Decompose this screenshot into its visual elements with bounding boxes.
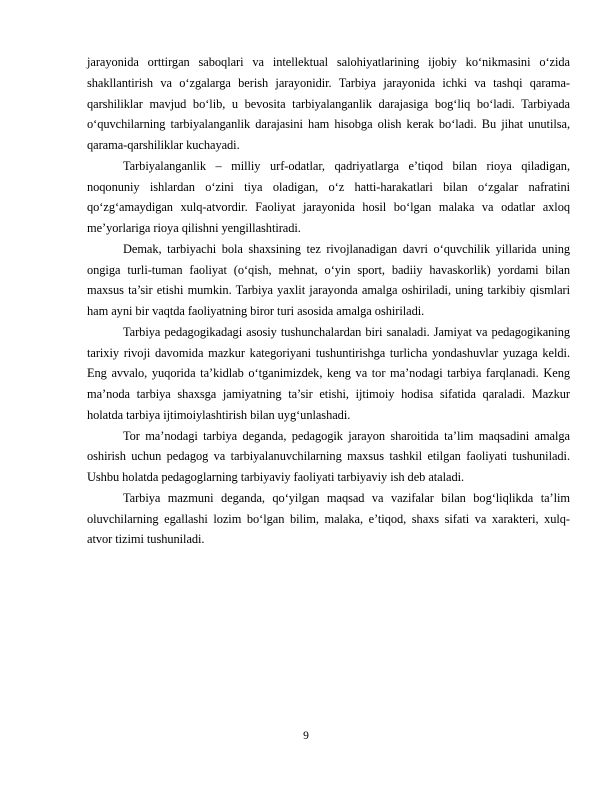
paragraph-tarbiyalanganlik-definition: Tarbiyalanganlik – milliy urf-odatlar, qadriyatlarga e’tiqod bilan rioya qiladigan, noqonuniy ishlardan oʻzini tiya oladigan, oʻz hatti-harakatlari bilan oʻzgalar nafratini qoʻzgʻamaydigan xulq-atvordir. Faoliyat jarayonida hosil boʻlgan malaka va odatlar axloq me’yorlariga rioya qilishni yengillashtiradi. <box>87 158 570 235</box>
paragraph-narrow-meaning: Tor ma’nodagi tarbiya deganda, pedagogik jarayon sharoitida ta’lim maqsadini amalga oshirish uchun pedagog va tarbiyalanuvchilarning maxsus tashkil etilgan faoliyati tushuniladi. Ushbu holatda pedagoglarning tarbiyaviy faoliyati tarbiyaviy ish deb ataladi. <box>87 428 570 484</box>
paragraph-continuation: jarayonida orttirgan saboqlari va intellektual salohiyatlarining ijobiy koʻnikmasini oʻzida shakllantirish va oʻzgalarga berish jarayonidir. Tarbiya jarayonida ichki va tashqi qarama- qarshiliklar mavjud boʻlib, u bevosita tarbiyalanganlik darajasiga bogʻliq bo‘ladi. Tarbiyada oʻquvchilarning tarbiyalanganlik darajasini ham hisobga olish kerak boʻladi. Bu jihat unutilsa, qarama-qarshiliklar kuchayadi. <box>87 55 570 152</box>
page-number: 9 <box>303 730 309 742</box>
paragraph-demak: Demak, tarbiyachi bola shaxsining tez rivojlanadigan davri oʻquvchilik yillarida uning ongiga turli-tuman faoliyat (oʻqish, mehnat, oʻyin sport, badiiy havaskorlik) yordami bilan maxsus ta’sir etishi mumkin. Tarbiya yaxlit jarayonda amalga oshiriladi, uning tarkibiy qismlari ham ayni bir vaqtda faoliyatning biror turi asosida amalga oshiriladi. <box>87 241 570 318</box>
paragraph-pedagogy-concept: Tarbiya pedagogikadagi asosiy tushunchalardan biri sanaladi. Jamiyat va pedagogikaning tarixiy rivoji davomida mazkur kategoriyani tushuntirishga turlicha yondashuvlar yuzaga keldi. Eng avvalo, yuqorida ta’kidlab oʻtganimizdek, keng va tor ma’nodagi tarbiya farqlanadi. Keng ma’noda tarbiya shaxsga jamiyatning ta’sir etishi, ijtimoiy hodisa sifatida qaraladi. Mazkur holatda tarbiya ijtimoiylashtirish bilan uygʻunlashadi. <box>87 324 570 422</box>
document-body <box>87 52 570 550</box>
paragraph-tarbiya-mazmuni: Tarbiya mazmuni deganda, qoʻyilgan maqsad va vazifalar bilan bogʻliqlikda ta’lim oluvchilarning egallashi lozim boʻlgan bilim, malaka, e’tiqod, shaxs sifati va xarakteri, xulq- atvor tizimi tushuniladi. <box>87 490 570 547</box>
